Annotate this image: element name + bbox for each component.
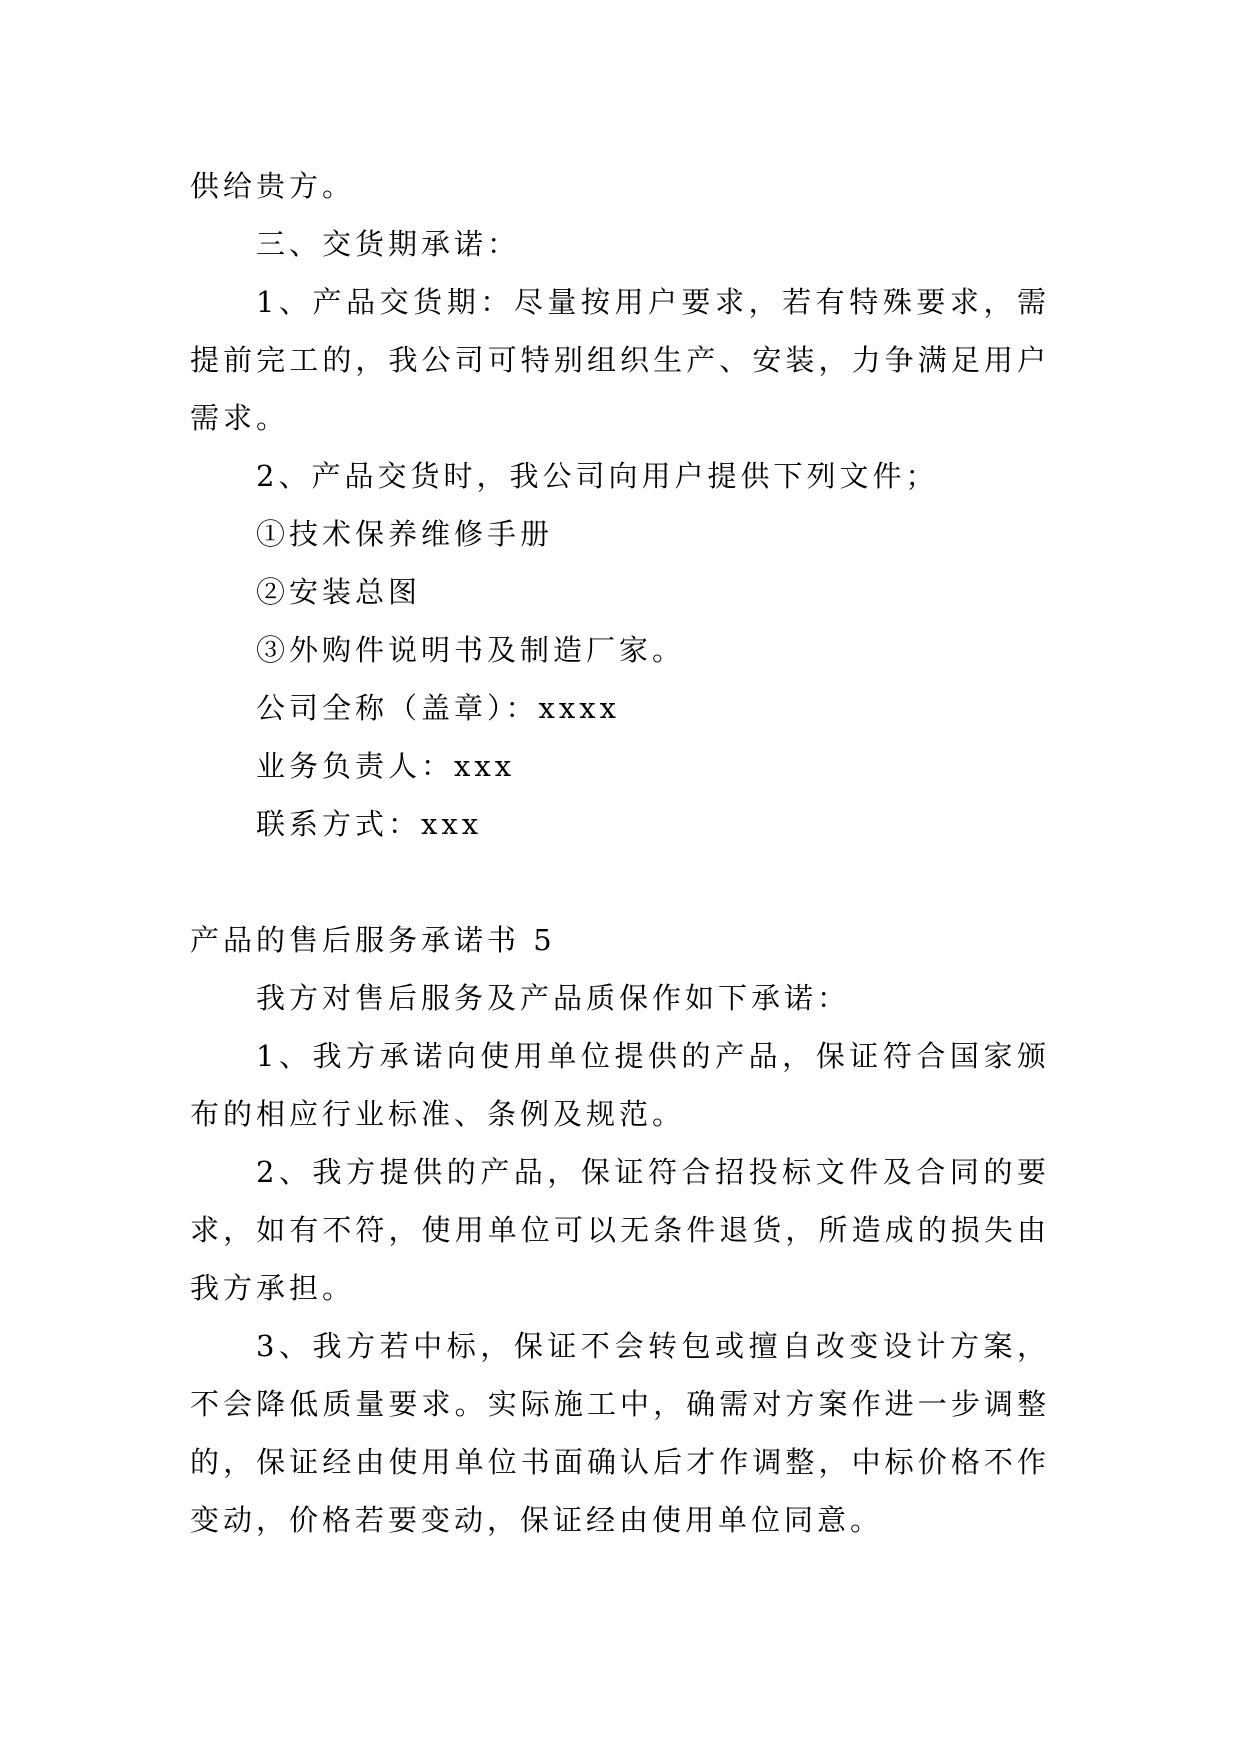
paragraph-line: 供给贵方。 <box>190 169 356 203</box>
paragraph-line: 提前完工的，我公司可特别组织生产、安装，力争满足用户 <box>190 343 1050 377</box>
manager-line: 业务负责人：xxx <box>256 749 516 783</box>
section-title: 产品的售后服务承诺书 5 <box>190 923 556 957</box>
section-heading: 三、交货期承诺： <box>256 227 521 261</box>
paragraph-line: 2、产品交货时，我公司向用户提供下列文件； <box>256 459 939 493</box>
paragraph-line: 3、我方若中标，保证不会转包或擅自改变设计方案， <box>256 1329 1050 1363</box>
paragraph-line: 1、产品交货期：尽量按用户要求，若有特殊要求，需 <box>256 285 1050 319</box>
list-item: ②安装总图 <box>256 575 422 609</box>
paragraph-line: 的，保证经由使用单位书面确认后才作调整，中标价格不作 <box>190 1445 1050 1479</box>
paragraph-line: 需求。 <box>190 401 290 435</box>
list-item: ③外购件说明书及制造厂家。 <box>256 633 686 667</box>
paragraph-line: 1、我方承诺向使用单位提供的产品，保证符合国家颁 <box>256 1039 1050 1073</box>
paragraph-line: 布的相应行业标准、条例及规范。 <box>190 1097 686 1131</box>
company-name-line: 公司全称（盖章）：xxxx <box>256 691 620 725</box>
paragraph-line: 我方承担。 <box>190 1271 356 1305</box>
paragraph-line: 2、我方提供的产品，保证符合招投标文件及合同的要 <box>256 1155 1050 1189</box>
list-item: ①技术保养维修手册 <box>256 517 554 551</box>
paragraph-line: 我方对售后服务及产品质保作如下承诺： <box>256 981 851 1015</box>
paragraph-line: 不会降低质量要求。实际施工中，确需对方案作进一步调整 <box>190 1387 1050 1421</box>
paragraph-line: 求，如有不符，使用单位可以无条件退货，所造成的损失由 <box>190 1213 1050 1247</box>
paragraph-line: 变动，价格若要变动，保证经由使用单位同意。 <box>190 1503 884 1537</box>
contact-line: 联系方式：xxx <box>256 807 483 841</box>
